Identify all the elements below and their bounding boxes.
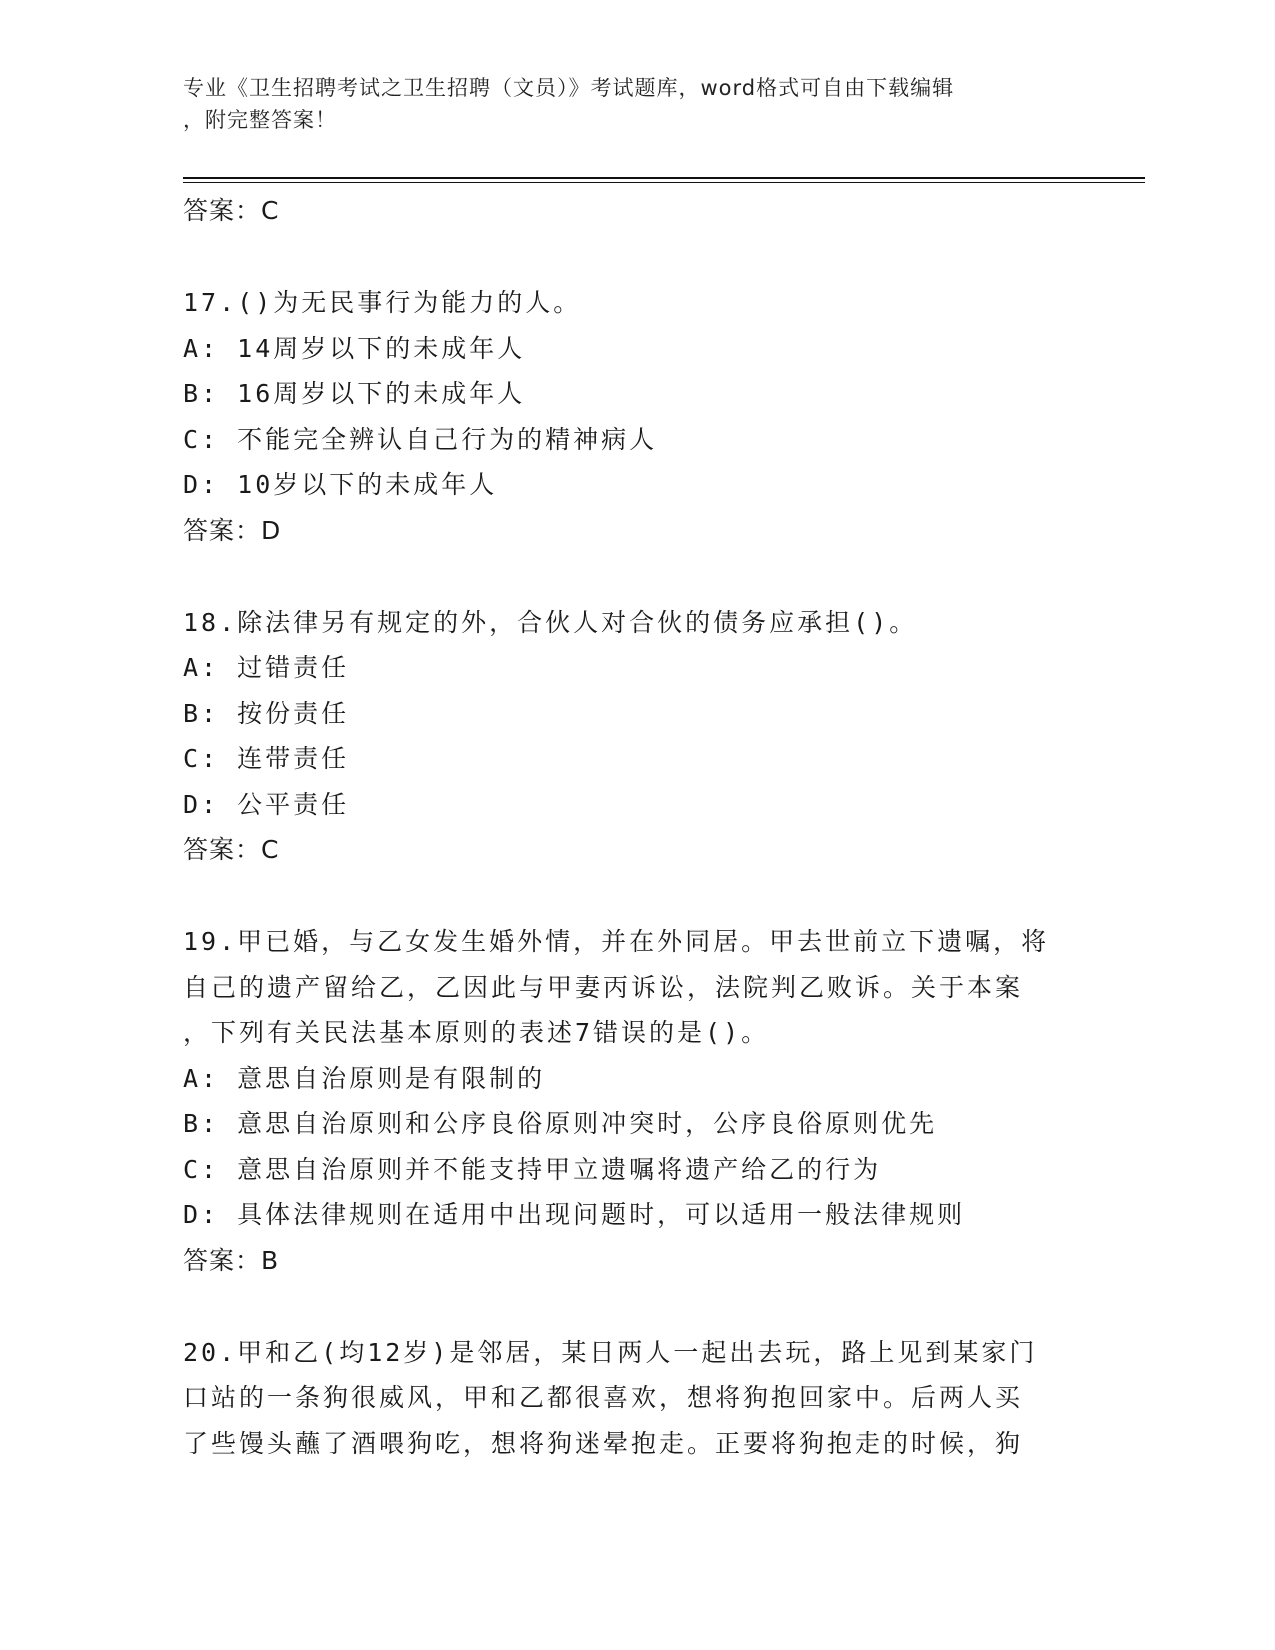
question-17-option-d: D: 10岁以下的未成年人 — [183, 470, 498, 499]
header-line-2: ，附完整答案！ — [183, 108, 337, 132]
question-20 — [183, 1330, 1083, 1467]
question-19-option-c: C: 意思自治原则并不能支持甲立遗嘱将遗产给乙的行为 — [183, 1154, 882, 1184]
question-17 — [183, 280, 1083, 554]
question-20-stem-line-1: 20.甲和乙(均12岁)是邻居，某日两人一起出去玩，路上见到某家门 — [183, 1337, 1038, 1367]
question-19-option-b: B: 意思自治原则和公序良俗原则冲突时，公序良俗原则优先 — [183, 1109, 938, 1138]
document-header — [183, 72, 1063, 136]
question-17-option-a: A: 14周岁以下的未成年人 — [183, 333, 526, 363]
question-19-stem-line-1: 19.甲已婚，与乙女发生婚外情，并在外同居。甲去世前立下遗嘱，将 — [183, 927, 1050, 956]
header-line-1: 专业《卫生招聘考试之卫生招聘（文员）》考试题库，word格式可自由下载编辑 — [183, 76, 955, 100]
question-18-option-b: B: 按份责任 — [183, 698, 350, 728]
header-divider-thin — [183, 182, 1145, 183]
question-19-stem-line-2: 自己的遗产留给乙，乙因此与甲妻丙诉讼，法院判乙败诉。关于本案 — [183, 972, 1024, 1002]
question-20-stem-line-2: 口站的一条狗很威风，甲和乙都很喜欢，想将狗抱回家中。后两人买 — [183, 1383, 1024, 1412]
question-19-stem-line-3: ，下列有关民法基本原则的表述7错误的是()。 — [183, 1018, 770, 1047]
header-divider-thick — [183, 177, 1145, 179]
question-19-option-a: A: 意思自治原则是有限制的 — [183, 1063, 546, 1093]
question-20-stem-line-3: 了些馒头蘸了酒喂狗吃，想将狗迷晕抱走。正要将狗抱走的时候，狗 — [183, 1428, 1024, 1458]
answer-16: 答案：C — [183, 196, 280, 225]
question-19 — [183, 919, 1083, 1284]
question-18-option-c: C: 连带责任 — [183, 744, 350, 773]
question-17-answer: 答案：D — [183, 515, 282, 545]
question-18-answer: 答案：C — [183, 835, 280, 864]
question-19-option-d: D: 具体法律规则在适用中出现问题时，可以适用一般法律规则 — [183, 1200, 966, 1229]
question-17-stem: 17.()为无民事行为能力的人。 — [183, 288, 582, 317]
question-17-option-c: C: 不能完全辨认自己行为的精神病人 — [183, 424, 658, 454]
question-18-stem: 18.除法律另有规定的外，合伙人对合伙的债务应承担()。 — [183, 607, 918, 637]
question-18 — [183, 600, 1083, 874]
question-18-option-a: A: 过错责任 — [183, 653, 350, 682]
question-19-answer: 答案：B — [183, 1245, 280, 1275]
question-18-option-d: D: 公平责任 — [183, 789, 350, 819]
document-body — [183, 188, 1083, 1466]
question-17-option-b: B: 16周岁以下的未成年人 — [183, 379, 526, 408]
